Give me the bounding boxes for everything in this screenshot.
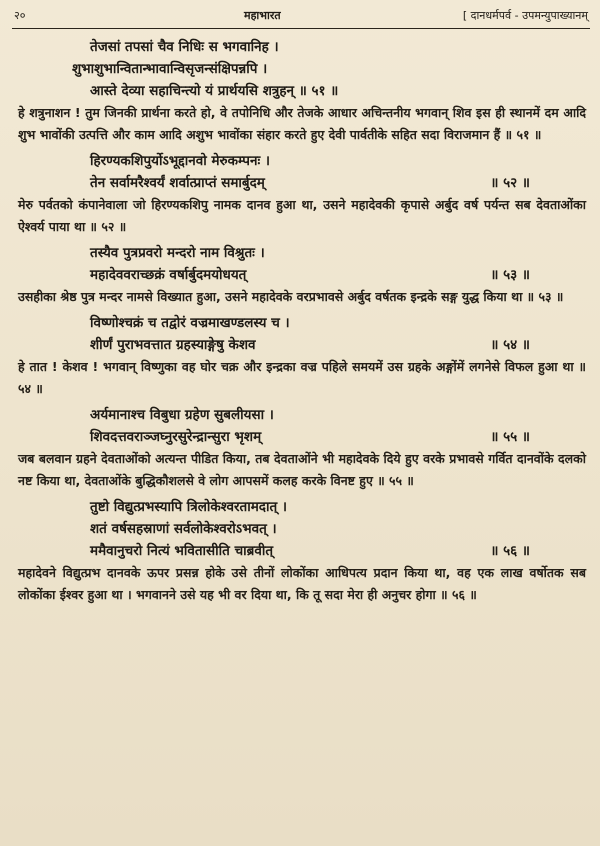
- translation-paragraph: हे तात ! केशव ! भगवान् विष्णुका वह घोर चक्र और इन्द्रका वज्र पहिले समयमें उस ग्रहके अङ्गोंमें लगनेसे विफल हुआ था ॥ ५४ ॥: [18, 359, 586, 396]
- book-title: महाभारत: [244, 9, 281, 22]
- translation-paragraph: महादेवने विद्युत्प्रभ दानवके ऊपर प्रसन्न होके उसे तीनों लोकोंका आधिपत्य प्रदान किया था, वह एक लाख वर्षोतक सब लोकोंका ईश्वर हुआ था । भगवानने उसे यह भी वर दिया था, कि तू सदा मेरा ही अनुचर होगा ॥ ५६ ॥: [18, 565, 586, 602]
- page-number: २०: [14, 9, 26, 22]
- verse-line: ममैवानुचरो नित्यं भवितासीति चाब्रवीत् ॥ ५६ ॥: [90, 543, 530, 559]
- verse-line: हिरण्यकशिपुर्योऽभूद्दानवो मेरुकम्पनः ।: [90, 153, 271, 169]
- verse-line: तुष्टो विद्युत्प्रभस्यापि त्रिलोकेश्वरतामदात् ।: [90, 499, 287, 515]
- verse-line: अर्यमानाश्च विबुधा ग्रहेण सुबलीयसा ।: [90, 407, 274, 423]
- verse-line: महादेववराच्छक्रं वर्षार्बुदमयोधयत् ॥ ५३ ॥: [90, 267, 530, 283]
- verse-line: तेन सर्वामरैश्वर्यं शर्वात्प्राप्तं समार्बुदम् ॥ ५२ ॥: [90, 175, 530, 191]
- translation-paragraph: हे शत्रुनाशन ! तुम जिनकी प्रार्थना करते हो, वे तपोनिधि और तेजके आधार अचिन्तनीय भगवान् शिव इस ही स्थानमें दम आदि शुभ भावोंकी उत्पत्ति और काम आदि अशुभ भावोंका संहार करते हुए देवी पार्वतीके सहित सदा विराजमान हैं ॥ ५१ ॥: [18, 105, 586, 142]
- verse-block-54: [0, 312, 600, 400]
- verse-line: शतं वर्षसहस्राणां सर्वलोकेश्वरोऽभवत् ।: [90, 521, 277, 537]
- verse-block-52: [0, 150, 600, 238]
- translation-paragraph: उसहीका श्रेष्ठ पुत्र मन्दर नामसे विख्यात हुआ, उसने महादेवके वरप्रभावसे अर्बुद वर्षतक इन्द्रके सङ्ग युद्ध किया था ॥ ५३ ॥: [18, 289, 564, 304]
- verse-block-51: [0, 36, 600, 146]
- translation-paragraph: जब बलवान ग्रहने देवताओंको अत्यन्त पीडित किया, तब देवताओंने भी महादेवके दिये हुए वरके प्रभावसे गर्वित दानवोंके दलको नष्ट किया था, देवताओंके बुद्धिकौशलसे वे लोग आपसमें कलह करके विनष्ट हुए ॥ ५५ ॥: [18, 451, 586, 488]
- verse-block-55: [0, 404, 600, 492]
- verse-line: शीर्णं पुराभवत्तात ग्रहस्याङ्गेषु केशव ॥ ५४ ॥: [90, 337, 530, 353]
- verse-line: तस्यैव पुत्रप्रवरो मन्दरो नाम विश्रुतः ।: [90, 245, 265, 261]
- translation-paragraph: मेरु पर्वतको कंपानेवाला जो हिरण्यकशिपु नामक दानव हुआ था, उसने महादेवकी कृपासे अर्बुद वर्ष पर्यन्त सब देवताओंका ऐश्वर्य पाया था ॥ ५२ ॥: [18, 197, 586, 234]
- verse-block-56: [0, 496, 600, 606]
- verse-line: शुभाशुभान्वितान्भावान्विसृजन्संक्षिपन्नपि ।: [72, 61, 268, 77]
- verse-block-53: [0, 242, 600, 308]
- page-body: [0, 36, 600, 606]
- section-title: [ दानधर्मपर्व - उपमन्युपाख्यानम्: [462, 9, 588, 22]
- header-rule: [12, 28, 590, 29]
- verse-line: आस्ते देव्या सहाचिन्त्यो यं प्रार्थयसि शत्रुहन् ॥ ५१ ॥: [90, 83, 339, 99]
- verse-line: तेजसां तपसां चैव निधिः स भगवानिह ।: [90, 39, 279, 55]
- verse-line: विष्णोश्चक्रं च तद्वोरं वज्रमाखण्डलस्य च ।: [90, 315, 290, 331]
- verse-line: शिवदत्तवराञ्जघ्नुरसुरेन्द्रान्सुरा भृशम् ॥ ५५ ॥: [90, 429, 530, 445]
